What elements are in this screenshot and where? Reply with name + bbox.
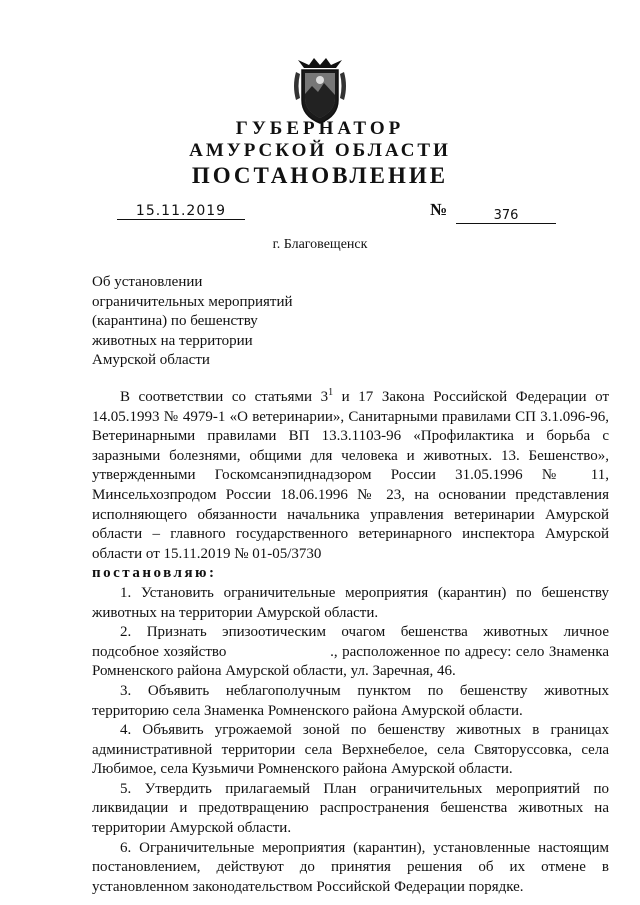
- coat-of-arms-icon: [290, 56, 350, 126]
- subject-line: животных на территории: [92, 332, 253, 349]
- document-date: 15.11.2019: [117, 203, 245, 220]
- decree-word: постановляю:: [92, 565, 217, 582]
- subject-line: ограничительных мероприятий: [92, 293, 293, 310]
- preamble-paragraph: [92, 388, 609, 564]
- document-type-heading: ПОСТАНОВЛЕНИЕ: [191, 163, 449, 188]
- decree-item-1: 1. Установить ограничительные мероприятия (карантин) по бешенству животных на территории Амурской области.: [92, 584, 609, 621]
- document-number: 376: [456, 208, 556, 224]
- decree-item-2: 2. Признать эпизоотическим очагом бешенства животных личное подсобное хозяйство ., расположенное по адресу: село Знаменка Ромненского района Амурской области, ул. Заречная, 46.: [92, 624, 613, 680]
- decree-item-4: 4. Объявить угрожаемой зоной по бешенству животных в границах административной территории села Верхнебелое, села Святоруссовка, села Любимое, села Кузьмичи Ромненского района Амурской области.: [92, 722, 609, 778]
- subject-line: (карантина) по бешенству: [92, 313, 258, 329]
- region-heading: АМУРСКОЙ ОБЛАСТИ: [189, 140, 451, 161]
- number-label: №: [430, 200, 448, 219]
- decree-item-3: 3. Объявить неблагополучным пунктом по бешенству животных территорию села Знаменка Ромненского района Амурской области.: [92, 682, 609, 719]
- document-subject: [92, 273, 293, 371]
- preamble-text-rest: и 17 Закона Российской Федерации от 14.05.1993 № 4979-1 «О ветеринарии», Санитарными правилами СП 3.1.096-96, Ветеринарными правилами ВП 13.3.1103-96 «Профилактика и борьба с заразными болезнями, общими для человека и животных. 13. Бешенство», утвержденными Госкомсанэпиднадзором России 31.05.1996 № 11, Минсельхозпродом России 18.06.1996 № 23, на основании представления исполняющего обязанности начальника управления ветеринарии Амурской области – главного государственного ветеринарного инспектора Амурской области от 15.11.2019 № 01-05/3730: [92, 389, 609, 562]
- subject-line: Об установлении: [92, 274, 203, 290]
- preamble-text-start: В соответствии со статьями 3: [120, 389, 329, 405]
- decree-item-5: 5. Утвердить прилагаемый План ограничительных мероприятий по ликвидации и предотвращению распространения бешенства животных на территории Амурской области.: [92, 780, 609, 837]
- subject-line: Амурской области: [92, 352, 210, 368]
- governor-heading: ГУБЕРНАТОР: [235, 118, 405, 139]
- decree-item-6: 6. Ограничительные мероприятия (карантин), установленные настоящим постановлением, действуют до принятия решения об их отмене в установленном законодательством Российской Федерации порядке.: [92, 839, 609, 895]
- document-body: [92, 387, 613, 897]
- city-name: г. Благовещенск: [272, 237, 368, 252]
- article-superscript: 1: [328, 387, 334, 398]
